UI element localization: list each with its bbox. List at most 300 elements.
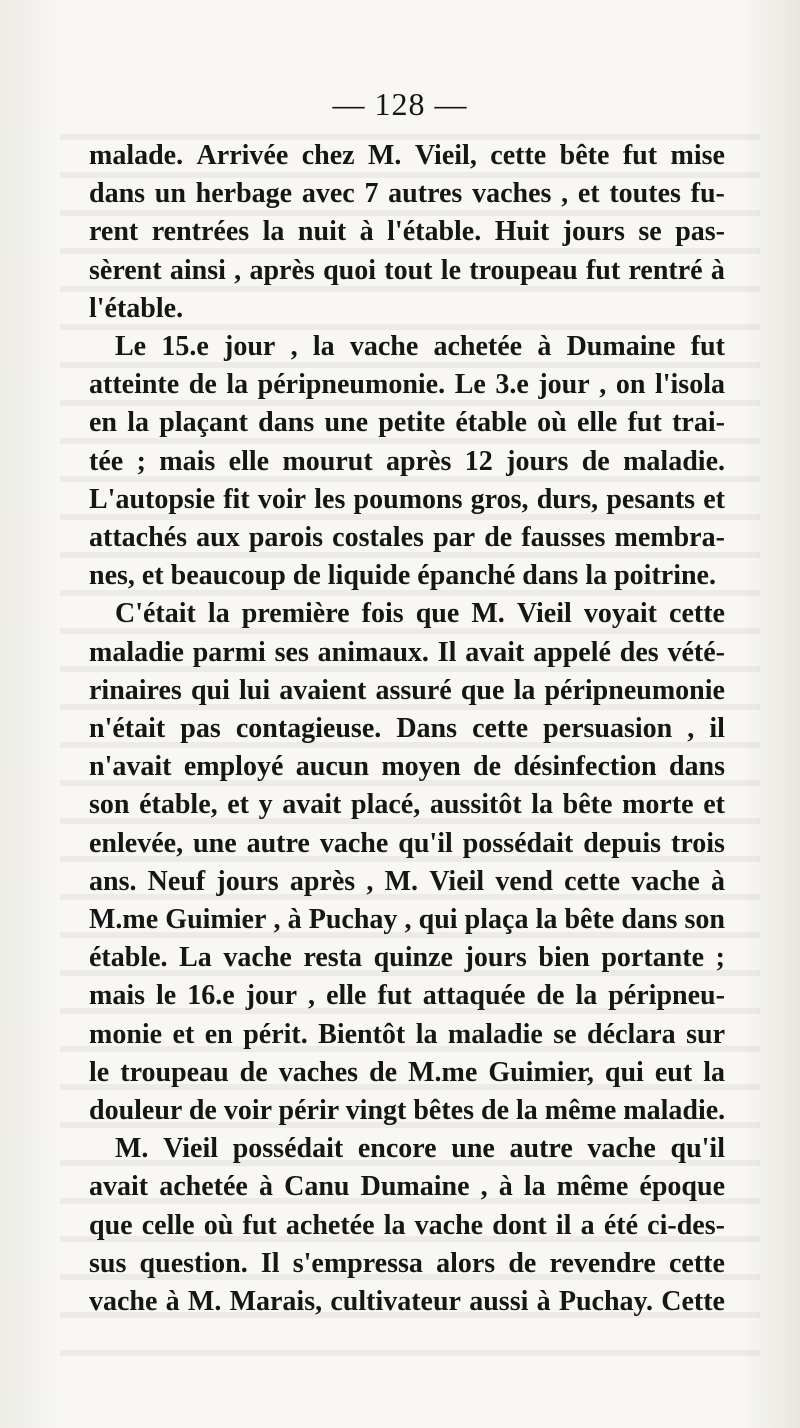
word: achetée (433, 331, 523, 363)
word: Neuf (147, 865, 206, 897)
word: à (710, 254, 725, 286)
word: en (89, 407, 117, 439)
word: on (615, 369, 646, 401)
text-line (89, 1283, 725, 1321)
word: avec (301, 178, 355, 210)
word: à (710, 865, 725, 897)
text-line (89, 825, 725, 863)
word: été (603, 1209, 638, 1241)
word: de (369, 1056, 398, 1088)
text-line (89, 137, 725, 175)
text-line (89, 1168, 725, 1206)
word: étable. (89, 942, 168, 974)
word: avait (465, 636, 525, 668)
word: C'était (115, 598, 196, 630)
word: vaches (472, 178, 552, 210)
text-line (89, 519, 725, 557)
word: où (203, 1209, 234, 1241)
word: cette (564, 865, 621, 897)
text-line (89, 1016, 725, 1054)
word: eut (654, 1056, 693, 1088)
word: sus (89, 1247, 127, 1279)
word: fausses (521, 522, 606, 554)
word: employé (183, 751, 284, 783)
word: l'isola (654, 369, 725, 401)
word: fut (690, 331, 725, 363)
word: étable, (139, 789, 218, 821)
word: que (415, 598, 460, 630)
word: herbage (195, 178, 293, 210)
word: chez (301, 140, 355, 171)
word: Marais, (229, 1286, 323, 1318)
word: qu'il (398, 827, 453, 859)
word: dont (492, 1209, 547, 1241)
word: vache (89, 1286, 158, 1318)
word: M.me (89, 904, 159, 936)
word: ci-des- (647, 1209, 725, 1241)
word: pas (180, 713, 221, 745)
text-line (89, 328, 725, 366)
word: la (207, 598, 230, 630)
word: jours (562, 216, 625, 248)
word: jours (506, 445, 569, 477)
word: petite (378, 407, 446, 439)
word: son (89, 789, 130, 821)
word: péripneumonie. (257, 369, 446, 401)
word: vache (414, 1209, 484, 1241)
word: animaux. (317, 636, 429, 668)
word: M.me (408, 1056, 478, 1088)
word: Puchay. (558, 1286, 653, 1318)
word: une (193, 827, 237, 859)
word: ; (136, 445, 146, 477)
word: Vieil (516, 598, 572, 630)
word: à (498, 1171, 513, 1203)
word: étable (455, 407, 527, 439)
word: Arrivée (196, 140, 289, 171)
word: membra- (614, 522, 725, 554)
text-line: douleur de voir périr vingt bêtes de la même maladie. (89, 1095, 726, 1127)
word: et (703, 483, 725, 515)
word: quoi (323, 254, 376, 286)
word: , (366, 865, 374, 897)
word: attachés (89, 522, 187, 554)
word: mais (159, 445, 216, 477)
word: maladie (447, 1018, 543, 1050)
word: Puchay (308, 904, 398, 936)
word: rent (89, 216, 139, 248)
word: que (460, 674, 505, 706)
word: il (709, 713, 725, 745)
word: troupeau (120, 1056, 229, 1088)
word: et (172, 1018, 195, 1050)
word: à (258, 1171, 273, 1203)
word: Huit (494, 216, 550, 248)
word: la (513, 674, 536, 706)
word: plaçant (159, 407, 248, 439)
word: par (433, 522, 476, 554)
text-line (89, 634, 725, 672)
word: Guimier, (488, 1056, 594, 1088)
word: la (226, 369, 249, 401)
word: 16.e (187, 980, 235, 1012)
word: fit (223, 483, 250, 515)
word: maladie. (623, 445, 725, 477)
word: de (188, 369, 217, 401)
word: maladie (89, 636, 184, 668)
word: et (227, 789, 250, 821)
word: se (638, 216, 662, 248)
word: y (258, 789, 273, 821)
word: la (262, 216, 285, 248)
word: la (415, 1018, 438, 1050)
word: l'étable. (387, 216, 482, 248)
text-line (89, 595, 725, 633)
text-line (89, 1054, 725, 1092)
text-line: l'étable. (89, 292, 184, 324)
word: vaches (278, 1056, 359, 1088)
word: , (599, 369, 607, 401)
word: jour (224, 331, 276, 363)
word: vété- (667, 636, 725, 668)
word: rentrées (151, 216, 250, 248)
word: la (575, 980, 598, 1012)
word: de (239, 1056, 268, 1088)
word: appelé (533, 636, 611, 668)
word: Dans (396, 713, 458, 745)
word: ; (715, 942, 725, 974)
word: pesants (606, 483, 696, 515)
word: dans (258, 407, 315, 439)
word: la (703, 1056, 725, 1088)
text-line (89, 748, 725, 786)
word: voyait (583, 598, 657, 630)
word: Guimier (165, 904, 267, 936)
word: placé, (351, 789, 421, 821)
word: rinaires (89, 674, 182, 706)
word: La (179, 942, 212, 974)
word: le (440, 254, 462, 286)
word: enlevée, (89, 827, 184, 859)
word: , (273, 904, 281, 936)
word: nuit (297, 216, 347, 248)
word: ses (274, 636, 309, 668)
word: Vieil, (414, 140, 477, 171)
word: Il (437, 636, 457, 668)
word: parois (248, 522, 324, 554)
word: jours (216, 865, 279, 897)
word: monie (89, 1018, 163, 1050)
word: où (537, 407, 567, 439)
word: dans (668, 751, 725, 783)
word: jour (538, 369, 590, 401)
text-line (89, 786, 725, 824)
word: Cette (661, 1286, 725, 1318)
word: possédait (232, 1133, 344, 1165)
word: aux (196, 522, 240, 554)
word: aucun (295, 751, 369, 783)
word: dans (621, 904, 678, 936)
word: autres (388, 178, 463, 210)
word: Le (115, 331, 147, 363)
word: aussitôt (429, 789, 522, 821)
word: tout (384, 254, 433, 286)
word: le (156, 980, 177, 1012)
word: rentré (628, 254, 703, 286)
word: Vieil (429, 865, 485, 897)
word: 12 (464, 445, 493, 477)
word: 3.e (495, 369, 529, 401)
word: de (536, 980, 565, 1012)
word: des (619, 636, 659, 668)
word: a (580, 1209, 595, 1241)
word: avaient (279, 674, 367, 706)
word: Le (454, 369, 486, 401)
word: , (480, 1171, 488, 1203)
word: voir (257, 483, 307, 515)
word: que (89, 1209, 133, 1241)
word: cette (490, 140, 547, 171)
word: attaquée (422, 980, 526, 1012)
text-line (89, 175, 725, 213)
word: après (249, 254, 315, 286)
word: dans (89, 178, 146, 210)
word: mourut (282, 445, 373, 477)
word: Bientôt (318, 1018, 406, 1050)
text-line (89, 443, 725, 481)
word: à (287, 904, 302, 936)
word: jour (245, 980, 298, 1012)
word: il (555, 1209, 572, 1241)
word: question. (139, 1247, 248, 1279)
word: la (523, 1171, 546, 1203)
word: cultivateur (330, 1286, 461, 1318)
word: costales (332, 522, 424, 554)
word: péripneumonie (544, 674, 725, 706)
word: gros, (470, 483, 529, 515)
word: après (386, 445, 452, 477)
text-line (89, 977, 725, 1015)
word: à (359, 216, 374, 248)
text-line (89, 1130, 725, 1168)
word: fu- (690, 178, 725, 210)
word: vache (349, 331, 419, 363)
word: assuré (375, 674, 452, 706)
page-number: — 128 — (332, 86, 468, 122)
word: elle (576, 407, 618, 439)
word: mise (670, 140, 725, 171)
word: après (289, 865, 356, 897)
text-line: nes, et beaucoup de liquide épanché dans la poitrine. (89, 560, 716, 592)
word: de (581, 445, 610, 477)
word: sur (686, 1018, 725, 1050)
word: fois (361, 598, 404, 630)
word: quinze (373, 942, 453, 974)
word: trois (671, 827, 725, 859)
word: ans. (89, 865, 137, 897)
word: bien (538, 942, 590, 974)
word: Il (260, 1247, 280, 1279)
word: Dumaine (360, 1171, 470, 1203)
word: parmi (192, 636, 266, 668)
word: aussi (469, 1286, 529, 1318)
word: à (537, 331, 552, 363)
word: Vieil (163, 1133, 219, 1165)
word: n'avait (89, 751, 172, 783)
word: L'autopsie (89, 483, 216, 515)
word: Dumaine (566, 331, 676, 363)
word: fut (585, 254, 621, 286)
word: de (508, 1247, 537, 1279)
word: 7 (364, 178, 379, 210)
word: première (241, 598, 350, 630)
word: plaça (464, 904, 529, 936)
word: les (314, 483, 346, 515)
word: vend (495, 865, 553, 897)
text-line (89, 863, 725, 901)
word: revendre (549, 1247, 656, 1279)
word: péripneu- (608, 980, 725, 1012)
word: M. (115, 1133, 149, 1165)
word: bête (559, 140, 610, 171)
word: toutes (609, 178, 681, 210)
word: troupeau (469, 254, 578, 286)
word: fut (377, 980, 412, 1012)
text-line (89, 404, 725, 442)
word: portante (601, 942, 704, 974)
word: qui (604, 1056, 644, 1088)
word: atteinte (89, 369, 180, 401)
word: lui (239, 674, 271, 706)
word: vache (223, 942, 292, 974)
word: autre (246, 827, 310, 859)
word: depuis (583, 827, 662, 859)
word: achetée (285, 1209, 375, 1241)
word: mais (89, 980, 145, 1012)
word: sèrent (89, 254, 162, 286)
word: et (703, 789, 725, 821)
word: 15.e (161, 331, 209, 363)
word: bête (564, 904, 615, 936)
word: M. (384, 865, 419, 897)
word: resta (303, 942, 363, 974)
word: Canu (284, 1171, 350, 1203)
word: et (577, 178, 600, 210)
word: une (451, 1133, 495, 1165)
word: bête (562, 789, 613, 821)
word: la (312, 331, 335, 363)
word: poumons (353, 483, 463, 515)
word: n'était (89, 713, 166, 745)
word: vache (587, 1133, 656, 1165)
word: contagieuse. (235, 713, 382, 745)
word: à (536, 1286, 551, 1318)
word: la (531, 789, 554, 821)
word: désinfection (513, 751, 657, 783)
word: fut (627, 407, 662, 439)
word: malade. (89, 140, 184, 171)
word: qu'il (670, 1133, 725, 1165)
word: ainsi (169, 254, 226, 286)
word: de (484, 522, 513, 554)
word: cette (669, 598, 725, 630)
word: fut (622, 140, 658, 171)
word: la (127, 407, 150, 439)
text-line (89, 252, 725, 290)
word: périt. (243, 1018, 308, 1050)
word: son (684, 904, 725, 936)
word: , (308, 980, 316, 1012)
word: époque (639, 1171, 725, 1203)
word: la (383, 1209, 406, 1241)
word: le (89, 1056, 110, 1088)
text-line (89, 939, 725, 977)
word: se (553, 1018, 577, 1050)
word: trai- (672, 407, 725, 439)
word: la (535, 904, 558, 936)
word: un (154, 178, 186, 210)
word: cette (668, 1247, 725, 1279)
word: pas- (675, 216, 725, 248)
word: morte (622, 789, 694, 821)
word: , (290, 331, 298, 363)
word: fut (242, 1209, 277, 1241)
text-line (89, 366, 725, 404)
word: déclara (587, 1018, 676, 1050)
text-line (89, 710, 725, 748)
word: tée (89, 445, 124, 477)
word: possédait (462, 827, 574, 859)
word: jours (464, 942, 527, 974)
word: qui (190, 674, 230, 706)
word: qui (418, 904, 458, 936)
word: avait (282, 789, 342, 821)
word: , (687, 713, 695, 745)
text-line (89, 213, 725, 251)
word: achetée (159, 1171, 248, 1203)
word: moyen (381, 751, 461, 783)
word: même (556, 1171, 629, 1203)
word: alors (436, 1247, 496, 1279)
word: durs, (536, 483, 599, 515)
word: à (165, 1286, 180, 1318)
word: persuasion (543, 713, 673, 745)
word: vache (631, 865, 700, 897)
word: encore (357, 1133, 437, 1165)
text-line (89, 1245, 725, 1283)
word: cette (472, 713, 529, 745)
word: M. (471, 598, 505, 630)
word: autre (509, 1133, 573, 1165)
word: elle (228, 445, 270, 477)
word: , (561, 178, 569, 210)
word: avait (89, 1171, 149, 1203)
text-line (89, 481, 725, 519)
word: M. (368, 140, 402, 171)
text-line (89, 901, 725, 939)
word: en (204, 1018, 233, 1050)
word: M. (187, 1286, 222, 1318)
word: elle (326, 980, 367, 1012)
word: s'empressa (292, 1247, 423, 1279)
text-line (89, 1207, 725, 1245)
word: une (324, 407, 369, 439)
text-line (89, 672, 725, 710)
word: de (473, 751, 502, 783)
word: vache (319, 827, 389, 859)
word: celle (141, 1209, 195, 1241)
body-text (89, 137, 725, 1321)
